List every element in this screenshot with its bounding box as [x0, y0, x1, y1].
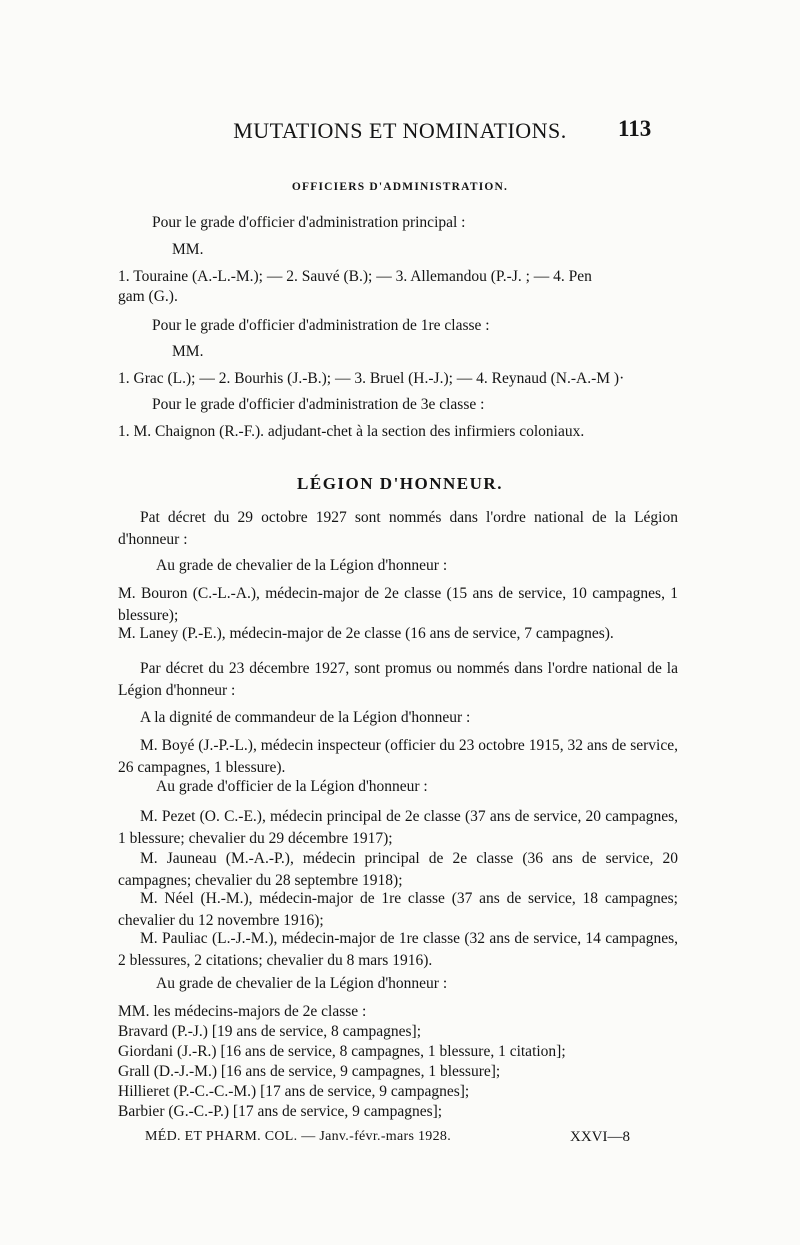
grade-label-officier: Au grade d'officier de la Légion d'honneur :: [156, 778, 428, 795]
section-heading-legion: LÉGION D'HONNEUR.: [297, 474, 503, 493]
mm-label: MM.: [172, 343, 204, 360]
section-heading-officiers: OFFICIERS D'ADMINISTRATION.: [291, 181, 509, 193]
grade-label-commandeur: A la dignité de commandeur de la Légion d'honneur :: [140, 709, 471, 726]
nomination-entry: M. Néel (H.-M.), médecin-major de 1re classe (37 ans de service, 18 campagnes; chevalier du 12 novembre 1916);: [118, 890, 678, 929]
list-item: Giordani (J.-R.) [16 ans de service, 8 campagnes, 1 blessure, 1 citation];: [118, 1043, 566, 1060]
nomination-entry: M. Bouron (C.-L.-A.), médecin-major de 2e classe (15 ans de service, 10 campagnes, 1 blessure);: [118, 585, 678, 624]
nomination-line: 1. Grac (L.); — 2. Bourhis (J.-B.); — 3. Bruel (H.-J.); — 4. Reynaud (N.-A.-M )·: [118, 370, 625, 387]
nomination-entry: M. Jauneau (M.-A.-P.), médecin principal de 2e classe (36 ans de service, 20 campagnes; chevalier du 28 septembre 1918);: [118, 850, 678, 889]
decree-paragraph: Pat décret du 29 octobre 1927 sont nommés dans l'ordre national de la Légion d'honneur :: [118, 509, 678, 548]
nomination-line: 1. M. Chaignon (R.-F.). adjudant-chet à la section des infirmiers coloniaux.: [118, 423, 585, 440]
footer-journal: MÉD. ET PHARM. COL. — Janv.-févr.-mars 1928.: [145, 1129, 452, 1144]
nomination-entry: M. Pezet (O. C.-E.), médecin principal de 2e classe (37 ans de service, 20 campagnes, 1 blessure; chevalier du 29 décembre 1917);: [118, 808, 678, 847]
grade-label-premiere: Pour le grade d'officier d'administration de 1re classe :: [152, 317, 490, 334]
list-item: Grall (D.-J.-M.) [16 ans de service, 9 campagnes, 1 blessure];: [118, 1063, 501, 1080]
nomination-entry: M. Laney (P.-E.), médecin-major de 2e classe (16 ans de service, 7 campagnes).: [118, 625, 614, 642]
grade-label-chevalier: Au grade de chevalier de la Légion d'honneur :: [156, 975, 448, 992]
footer-signature: XXVI—8: [570, 1129, 630, 1145]
nomination-line: 1. Touraine (A.-L.-M.); — 2. Sauvé (B.); — 3. Allemandou (P.-J. ; — 4. Pen: [118, 268, 592, 285]
list-item: Hillieret (P.-C.-C.-M.) [17 ans de service, 9 campagnes];: [118, 1083, 470, 1100]
nomination-entry: M. Pauliac (L.-J.-M.), médecin-major de 1re classe (32 ans de service, 14 campagnes, 2 blessures, 2 citations; chevalier du 8 mars 1916).: [118, 930, 678, 969]
nomination-entry: M. Boyé (J.-P.-L.), médecin inspecteur (officier du 23 octobre 1915, 32 ans de service, 26 campagnes, 1 blessure).: [118, 737, 678, 776]
mm-label: MM.: [172, 241, 204, 258]
list-intro: MM. les médecins-majors de 2e classe :: [118, 1003, 367, 1020]
nomination-line: gam (G.).: [118, 288, 178, 305]
page-number: 113: [618, 116, 652, 141]
decree-paragraph: Par décret du 23 décembre 1927, sont promus ou nommés dans l'ordre national de la Légion d'honneur :: [118, 660, 678, 699]
grade-label-chevalier: Au grade de chevalier de la Légion d'honneur :: [156, 557, 448, 574]
running-header-title: MUTATIONS ET NOMINATIONS.: [233, 118, 567, 143]
list-item: Bravard (P.-J.) [19 ans de service, 8 campagnes];: [118, 1023, 422, 1040]
grade-label-principal: Pour le grade d'officier d'administration principal :: [152, 214, 466, 231]
grade-label-troisieme: Pour le grade d'officier d'administration de 3e classe :: [152, 396, 485, 413]
list-item: Barbier (G.-C.-P.) [17 ans de service, 9 campagnes];: [118, 1103, 443, 1120]
